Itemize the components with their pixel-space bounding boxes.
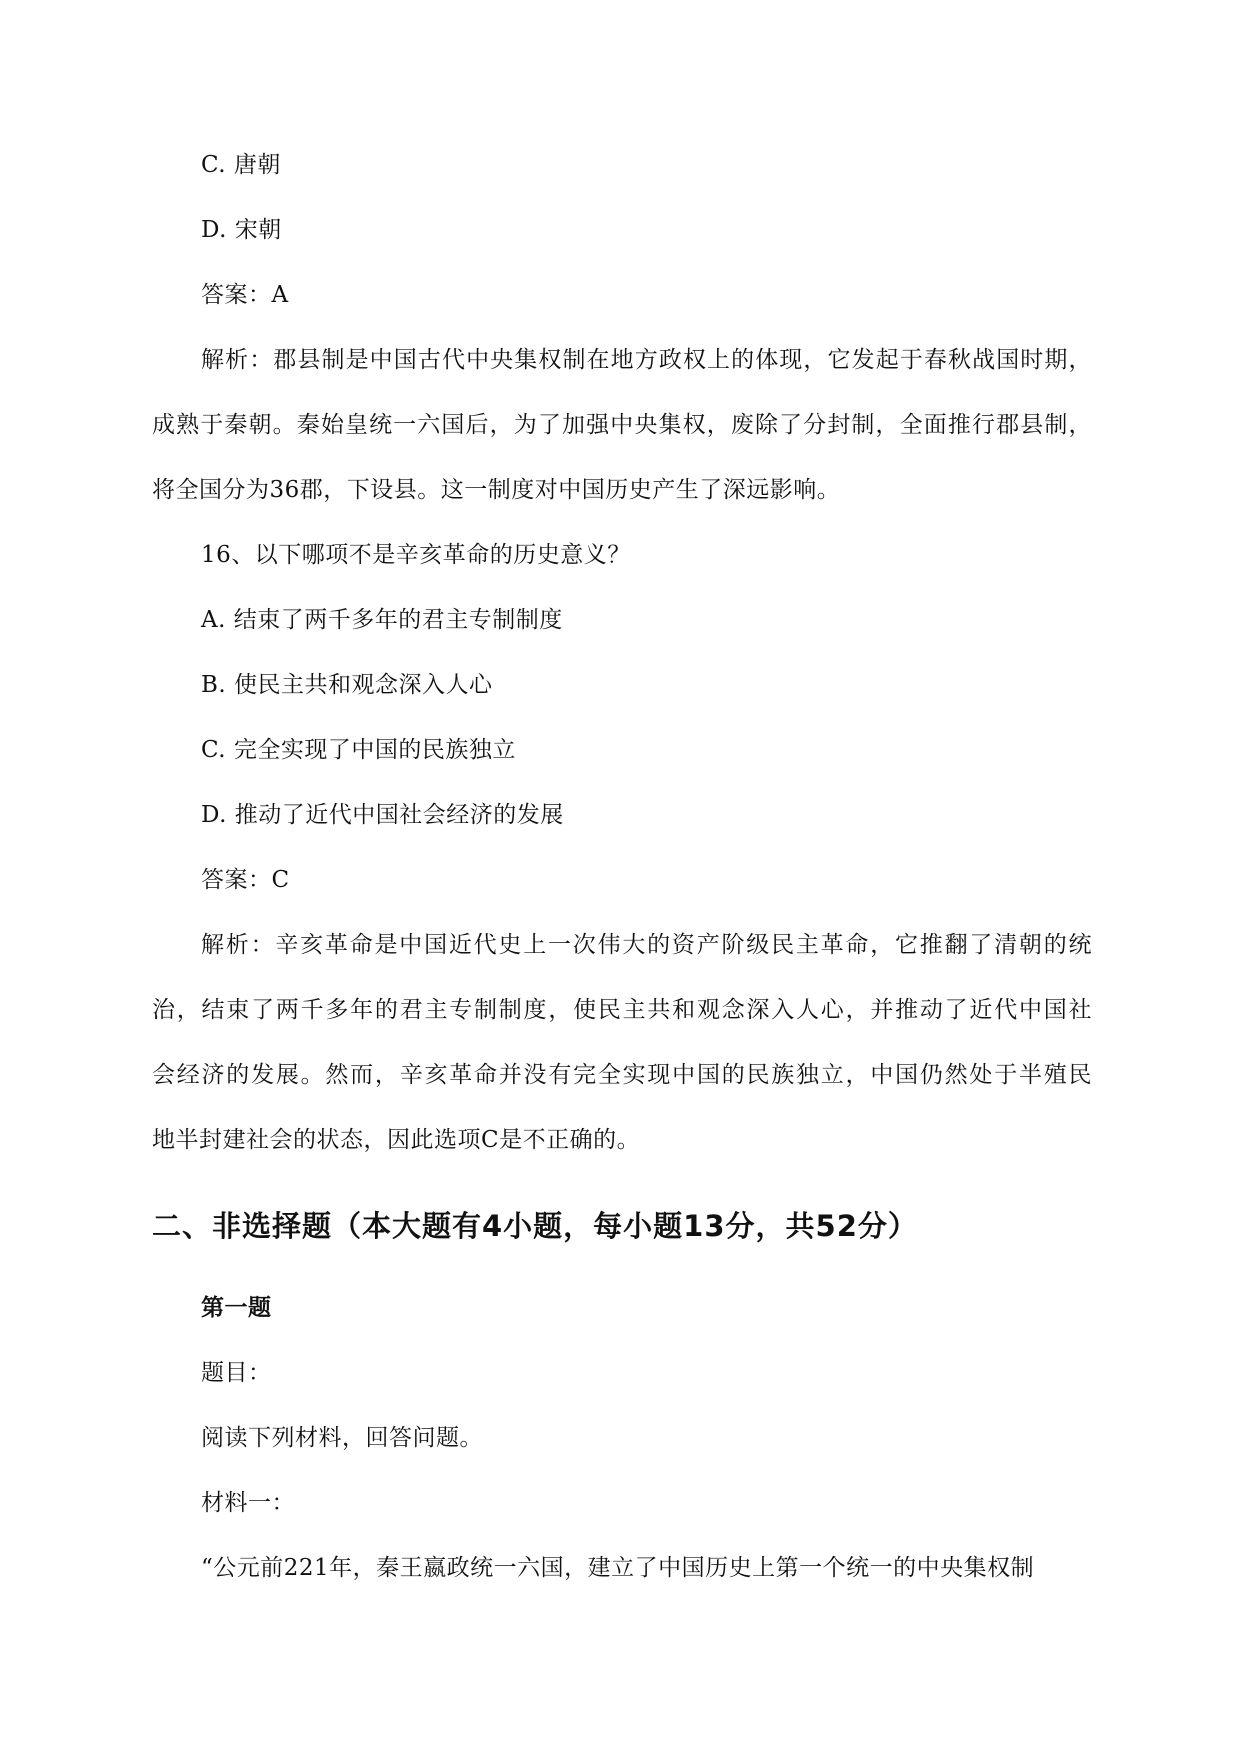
option-b: B. 使民主共和观念深入人心	[201, 672, 493, 698]
question-16: 16、以下哪项不是辛亥革命的历史意义？	[201, 542, 631, 568]
option-d: D. 宋朝	[201, 217, 282, 243]
material-label: 材料一：	[201, 1490, 295, 1516]
analysis-line-2: 成熟于秦朝。秦始皇统一六国后，为了加强中央集权，废除了分封制，全面推行郡县制，	[152, 412, 1092, 438]
option-c: C. 唐朝	[201, 152, 281, 178]
analysis-line-1: 解析：郡县制是中国古代中央集权制在地方政权上的体现，它发起于春秋战国时期，	[201, 347, 1092, 373]
analysis-line-3: 将全国分为36郡，下设县。这一制度对中国历史产生了深远影响。	[152, 477, 841, 503]
analysis-line-1: 解析：辛亥革命是中国近代史上一次伟大的资产阶级民主革命，它推翻了清朝的统	[201, 932, 1092, 958]
question-title: 第一题	[201, 1295, 272, 1321]
answer: 答案：C	[201, 867, 290, 893]
analysis-line-4: 地半封建社会的状态，因此选项C是不正确的。	[152, 1127, 641, 1153]
option-a: A. 结束了两千多年的君主专制制度	[201, 607, 563, 633]
reading-instruction: 阅读下列材料，回答问题。	[201, 1425, 483, 1451]
analysis-line-3: 会经济的发展。然而，辛亥革命并没有完全实现中国的民族独立，中国仍然处于半殖民	[152, 1062, 1092, 1088]
option-c: C. 完全实现了中国的民族独立	[201, 737, 516, 763]
option-d: D. 推动了近代中国社会经济的发展	[201, 802, 564, 828]
analysis-line-2: 治，结束了两千多年的君主专制制度，使民主共和观念深入人心，并推动了近代中国社	[152, 997, 1092, 1023]
material-text: “公元前221年，秦王嬴政统一六国，建立了中国历史上第一个统一的中央集权制	[201, 1555, 1035, 1581]
section-heading: 二、非选择题（本大题有4小题，每小题13分，共52分）	[152, 1209, 918, 1243]
topic-label: 题目：	[201, 1360, 272, 1386]
answer: 答案：A	[201, 282, 289, 308]
